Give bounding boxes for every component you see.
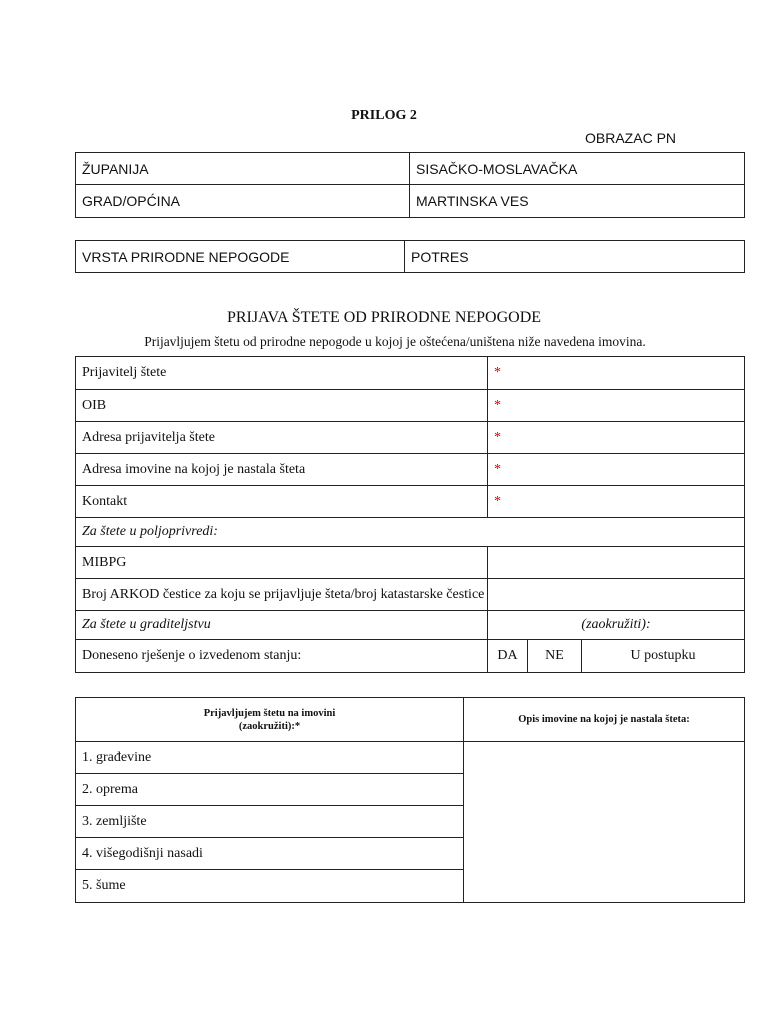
county-label: ŽUPANIJA (76, 153, 410, 185)
property-header-left-line2: (zaokružiti):* (238, 720, 301, 732)
property-header-left-line1: Prijavljujem štetu na imovini (203, 707, 336, 719)
required-mark: * (494, 397, 501, 413)
municipality-value: MARTINSKA VES (410, 185, 745, 218)
form-code: OBRAZAC PN (585, 130, 677, 146)
municipality-label: GRAD/OPĆINA (76, 185, 410, 218)
oib-label: OIB (76, 390, 488, 422)
property-table (75, 697, 745, 903)
property-address-field[interactable] (488, 454, 745, 486)
property-item-buildings[interactable]: 1. građevine (76, 742, 464, 774)
agriculture-section-label: Za štete u poljoprivredi: (76, 518, 745, 547)
decision-label: Doneseno rješenje o izvedenom stanju: (76, 640, 488, 673)
disaster-table (75, 240, 745, 273)
required-mark: * (494, 493, 501, 509)
required-mark: * (494, 429, 501, 445)
claimant-field[interactable] (488, 357, 745, 390)
mibpg-field[interactable] (488, 547, 745, 579)
disaster-type-value: POTRES (405, 241, 745, 273)
required-mark: * (494, 461, 501, 477)
construction-section-label: Za štete u graditeljstvu (76, 611, 488, 640)
circle-hint: (zaokružiti): (488, 611, 745, 640)
oib-field[interactable] (488, 390, 745, 422)
property-item-perennials[interactable]: 4. višegodišnji nasadi (76, 838, 464, 870)
county-value: SISAČKO-MOSLAVAČKA (410, 153, 745, 185)
mibpg-label: MIBPG (76, 547, 488, 579)
claim-table (75, 356, 745, 673)
claimant-label: Prijavitelj štete (76, 357, 488, 390)
arkod-field[interactable] (488, 579, 745, 611)
option-da[interactable]: DA (488, 640, 528, 673)
property-item-equipment[interactable]: 2. oprema (76, 774, 464, 806)
report-subtitle: Prijavljujem štetu od prirodne nepogode u kojoj je oštećena/uništena niže navedena imovina. (144, 334, 646, 349)
option-in-progress[interactable]: U postupku (582, 640, 745, 673)
claimant-address-label: Adresa prijavitelja štete (76, 422, 488, 454)
property-address-label: Adresa imovine na kojoj je nastala šteta (76, 454, 488, 486)
location-table (75, 152, 745, 218)
report-title: PRIJAVA ŠTETE OD PRIRODNE NEPOGODE (226, 309, 542, 326)
contact-label: Kontakt (76, 486, 488, 518)
claimant-address-field[interactable] (488, 422, 745, 454)
property-header-right: Opis imovine na kojoj je nastala šteta: (464, 698, 745, 742)
property-item-land[interactable]: 3. zemljište (76, 806, 464, 838)
disaster-type-label: VRSTA PRIRODNE NEPOGODE (76, 241, 405, 273)
property-item-forests[interactable]: 5. šume (76, 870, 464, 903)
arkod-label: Broj ARKOD čestice za koju se prijavljuje šteta/broj katastarske čestice (76, 579, 488, 611)
property-header-left (76, 698, 464, 742)
property-description-field[interactable] (464, 742, 745, 903)
contact-field[interactable] (488, 486, 745, 518)
required-mark: * (494, 365, 501, 380)
option-ne[interactable]: NE (528, 640, 582, 673)
prilog-heading: PRILOG 2 (351, 108, 417, 123)
